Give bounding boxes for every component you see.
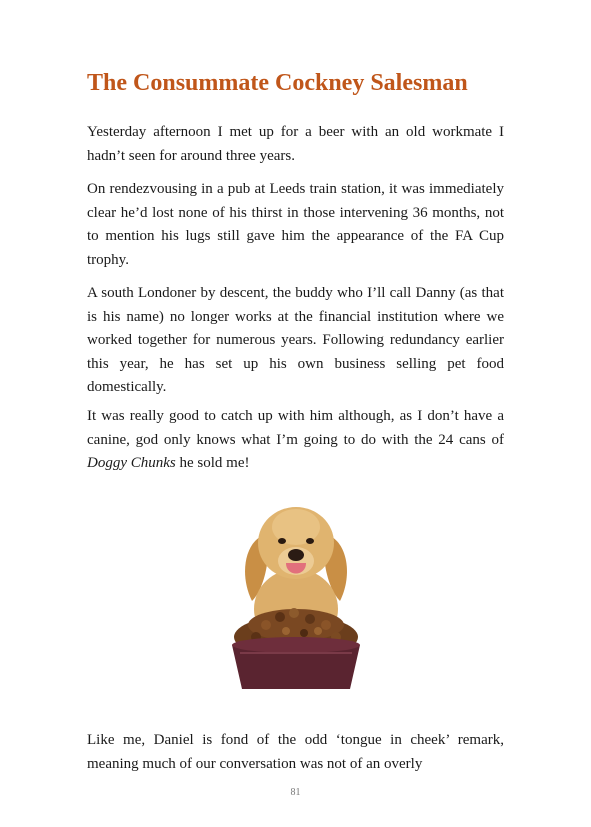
page-title: The Consummate Cockney Salesman bbox=[87, 70, 468, 96]
puppy-with-food-bowl-image bbox=[226, 497, 366, 693]
puppy-nose bbox=[288, 549, 304, 561]
paragraph-4-text-start: It was really good to catch up with him although, as I don’t have a canine, god only knows what I’m going to do with the 24 cans of bbox=[87, 408, 504, 448]
paragraph-4-text-end: he sold me! bbox=[175, 455, 250, 471]
paragraph-5: Like me, Daniel is fond of the odd ‘tongue in cheek’ remark, meaning much of our conversation was not of an overly bbox=[87, 732, 504, 772]
paragraph-1: Yesterday afternoon I met up for a beer with an old workmate I hadn’t seen for around three years. bbox=[87, 124, 504, 164]
page-number: 81 bbox=[290, 787, 301, 798]
product-name: Doggy Chunks bbox=[87, 455, 176, 471]
puppy-right-eye bbox=[306, 538, 314, 544]
paragraph-4 bbox=[87, 405, 504, 476]
puppy-left-eye bbox=[278, 538, 286, 544]
paragraph-2: On rendezvousing in a pub at Leeds train station, it was immediately clear he’d lost none of his thirst in those intervening 36 months, not to mention his lugs still gave him the appearance of the FA Cup trophy. bbox=[87, 181, 504, 268]
paragraph-3: A south Londoner by descent, the buddy who I’ll call Danny (as that is his name) no longer works at the financial institution where we worked together for numerous years. Following redundancy earlier this year, he has set up his own business selling pet food domestically. bbox=[87, 285, 504, 395]
